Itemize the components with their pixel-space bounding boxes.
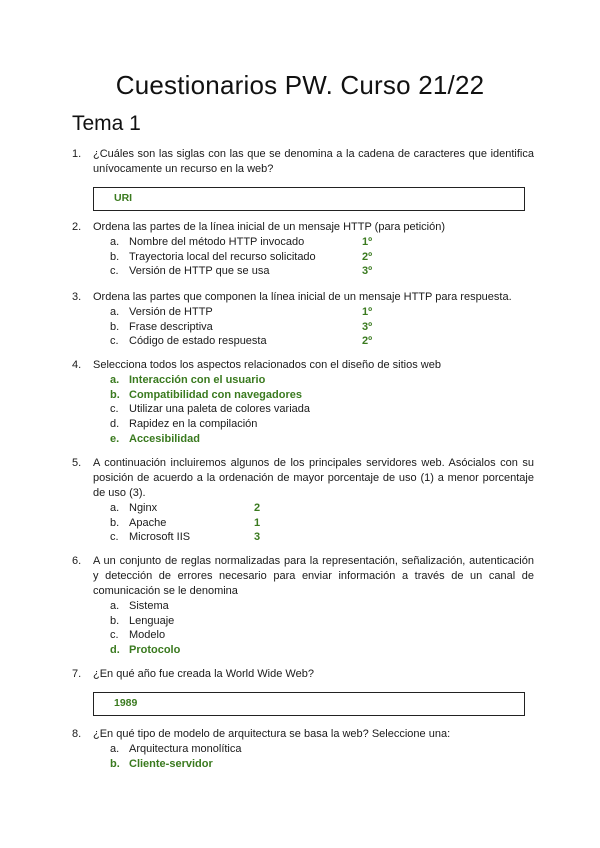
option-text: Utilizar una paleta de colores variada xyxy=(129,403,310,416)
question-text: Ordena las partes de la línea inicial de un mensaje HTTP (para petición) xyxy=(93,221,445,233)
option-text: Arquitectura monolítica xyxy=(129,743,242,755)
option-answer: 2º xyxy=(362,335,373,348)
option-letter: c. xyxy=(110,265,119,278)
answer-box-q1[interactable]: URI xyxy=(93,187,525,211)
option-letter: b. xyxy=(110,388,120,401)
option-text: Nombre del método HTTP invocado xyxy=(129,236,305,248)
question-1 xyxy=(72,147,534,177)
question-number: 3. xyxy=(72,291,82,303)
option-text: Cliente-servidor xyxy=(129,757,213,770)
option-text: Lenguaje xyxy=(129,614,175,627)
question-text: Selecciona todos los aspectos relacionados con el diseño de sitios web xyxy=(93,359,441,371)
option xyxy=(93,417,534,432)
option-letter: c. xyxy=(110,531,119,544)
option-text: Frase descriptiva xyxy=(129,320,213,333)
option-text: Código de estado respuesta xyxy=(129,335,267,348)
option xyxy=(93,334,534,349)
question-4 xyxy=(72,358,534,446)
question-3 xyxy=(72,290,534,349)
option-letter: c. xyxy=(110,403,119,416)
option xyxy=(93,530,534,545)
answer-box-q7[interactable]: 1989 xyxy=(93,692,525,716)
question-text: ¿En qué año fue creada la World Wide Web? xyxy=(93,668,314,680)
option-text: Versión de HTTP xyxy=(129,306,213,318)
option xyxy=(93,235,534,250)
option-letter: d. xyxy=(110,418,120,431)
option xyxy=(93,402,534,417)
option-answer: 2 xyxy=(254,502,261,514)
option-letter: b. xyxy=(110,614,120,627)
option xyxy=(93,516,534,531)
option-text: Trayectoria local del recurso solicitado xyxy=(129,250,316,263)
option-answer: 3º xyxy=(362,320,373,333)
option-text: Rapidez en la compilación xyxy=(129,418,258,431)
option-answer: 1º xyxy=(362,236,373,248)
option-answer: 1º xyxy=(362,306,373,318)
option-letter: b. xyxy=(110,757,120,770)
option-letter: c. xyxy=(110,335,119,348)
option-text: Nginx xyxy=(129,502,158,514)
option-correct xyxy=(93,432,534,447)
question-number: 2. xyxy=(72,221,82,233)
question-number: 1. xyxy=(72,148,82,160)
option xyxy=(93,501,534,516)
option-letter: b. xyxy=(110,516,120,529)
option-correct xyxy=(93,757,534,772)
question-number: 6. xyxy=(72,555,82,567)
question-5 xyxy=(72,456,534,545)
question-8 xyxy=(72,727,534,771)
question-6 xyxy=(72,554,534,658)
option-text: Microsoft IIS xyxy=(129,531,191,544)
question-text: A un conjunto de reglas normalizadas para la representación, señalización, autenticación y detección de errores necesario para enviar información a través de un canal de comunicación se le denomina xyxy=(93,555,534,597)
question-number: 5. xyxy=(72,457,82,469)
option-letter: c. xyxy=(110,629,119,642)
option-letter: b. xyxy=(110,250,120,263)
option-text: Modelo xyxy=(129,629,166,642)
option xyxy=(93,599,534,614)
page-title: Cuestionarios PW. Curso 21/22 xyxy=(115,70,485,100)
option xyxy=(93,320,534,335)
option xyxy=(93,742,534,757)
option-text: Apache xyxy=(129,516,167,529)
question-text: ¿Cuáles son las siglas con las que se denomina a la cadena de caracteres que identifica unívocamente un recurso en la web? xyxy=(93,148,534,175)
option-text: Versión de HTTP que se usa xyxy=(129,265,270,278)
option-correct xyxy=(93,388,534,403)
option-answer: 2º xyxy=(362,250,373,263)
option-letter: a. xyxy=(110,743,120,755)
option-letter: a. xyxy=(110,502,120,514)
option-text: Compatibilidad con navegadores xyxy=(129,388,302,401)
question-text: ¿En qué tipo de modelo de arquitectura se basa la web? Seleccione una: xyxy=(93,728,451,740)
option-text: Sistema xyxy=(129,600,169,612)
option-correct xyxy=(93,643,534,658)
question-2 xyxy=(72,220,534,279)
option-correct xyxy=(93,373,534,388)
option-text: Interacción con el usuario xyxy=(129,374,266,386)
section-title: Tema 1 xyxy=(72,112,141,135)
option xyxy=(93,264,534,279)
option xyxy=(93,305,534,320)
option-letter: a. xyxy=(110,374,120,386)
option-letter: e. xyxy=(110,432,120,445)
option-letter: a. xyxy=(110,236,120,248)
option-letter: a. xyxy=(110,306,120,318)
question-text: Ordena las partes que componen la línea inicial de un mensaje HTTP para respuesta. xyxy=(93,291,512,303)
option-text: Protocolo xyxy=(129,644,181,657)
option-answer: 3 xyxy=(254,531,261,544)
option-text: Accesibilidad xyxy=(129,432,200,445)
question-text: A continuación incluiremos algunos de los principales servidores web. Asócialos con su posición de acuerdo a la ordenación de mayor porcentaje de uso (1) a menor porcentaje de uso (3). xyxy=(93,457,534,499)
question-number: 7. xyxy=(72,668,82,680)
question-number: 8. xyxy=(72,728,82,740)
question-number: 4. xyxy=(72,359,82,371)
option xyxy=(93,628,534,643)
option-answer: 3º xyxy=(362,265,373,278)
option-letter: d. xyxy=(110,644,120,657)
option xyxy=(93,614,534,629)
question-7 xyxy=(72,667,534,682)
option xyxy=(93,250,534,265)
option-letter: a. xyxy=(110,600,120,612)
option-letter: b. xyxy=(110,320,120,333)
option-answer: 1 xyxy=(254,516,261,529)
